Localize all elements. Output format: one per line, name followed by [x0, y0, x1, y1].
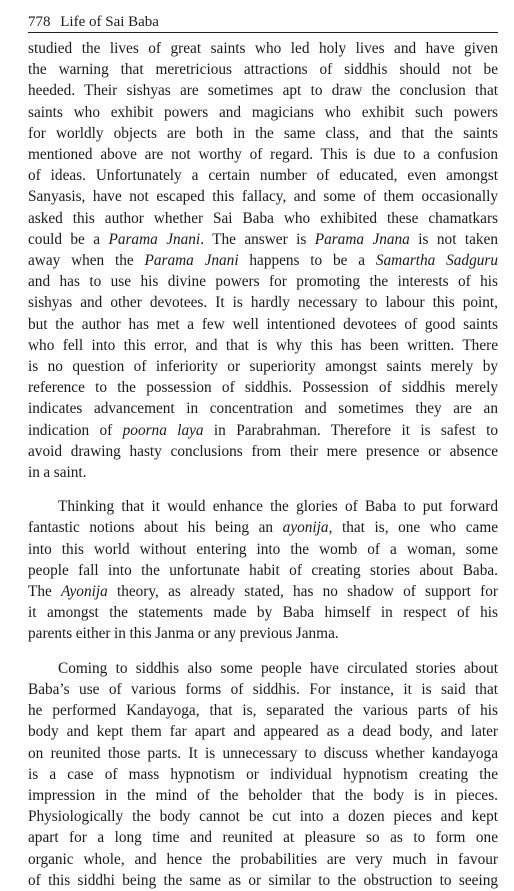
text-line	[28, 102, 498, 123]
document-page	[28, 12, 498, 891]
body-text	[28, 38, 498, 891]
text-line	[28, 292, 498, 313]
text-line	[28, 420, 498, 441]
text-line	[28, 441, 498, 462]
page-number: 778	[28, 14, 51, 30]
text-line	[28, 743, 498, 764]
text-run: for worldly objects are both in the same class, and that the saints	[28, 124, 498, 142]
text-line	[28, 849, 498, 870]
text-run: is no question of inferiority or superiority amongst saints merely by	[28, 358, 498, 376]
text-run: body and kept them far apart and appeared as a dead body, and later	[28, 723, 498, 741]
text-line	[28, 721, 498, 742]
text-run: could be a	[28, 230, 109, 248]
text-run: Thinking that it would enhance the glories of Baba to put forward	[58, 498, 498, 516]
text-run: heeded. Their sishyas are sometimes apt to draw the conclusion that	[28, 82, 498, 100]
text-line	[28, 658, 498, 679]
text-run: on reunited those parts. It is unnecessary to discuss whether kandayoga	[28, 744, 498, 762]
text-line	[28, 123, 498, 144]
text-line	[28, 679, 498, 700]
text-run: and has to use his divine powers for promoting the interests of his	[28, 273, 498, 291]
text-line	[28, 144, 498, 165]
italic-term: Parama Jnani	[108, 230, 201, 248]
text-run: is a case of mass hypnotism or individual hypnotism creating the	[28, 765, 498, 783]
text-run: avoid drawing hasty conclusions from their mere presence or absence	[28, 442, 498, 460]
text-run: indicates advancement in concentration and sometimes they are an	[28, 400, 498, 418]
text-line	[28, 186, 498, 207]
text-run: in a saint.	[28, 464, 87, 482]
text-line	[28, 539, 498, 560]
book-title: Life of Sai Baba	[60, 14, 159, 30]
text-line	[28, 377, 498, 398]
text-line	[28, 356, 498, 377]
paragraph	[28, 658, 498, 891]
text-run: in Parabrahman. Therefore it is safest to	[203, 421, 498, 439]
text-line	[28, 623, 498, 644]
text-run: parents either in this Janma or any previous Janma.	[28, 625, 339, 643]
text-run: into this world without entering into the womb of a woman, some	[28, 540, 498, 558]
text-line	[28, 870, 498, 891]
text-line	[28, 165, 498, 186]
text-run: it amongst the statements made by Baba himself in respect of his	[28, 604, 498, 622]
text-line	[28, 80, 498, 101]
text-run: who fell into this error, and that is why this has been written. There	[28, 336, 498, 354]
italic-term: poorna laya	[122, 421, 204, 439]
text-line	[28, 314, 498, 335]
text-run: , that is, one who came	[328, 519, 498, 537]
italic-term: Samartha Sadguru	[375, 252, 498, 270]
text-run: the warning that meretricious attractions of siddhis should not be	[28, 61, 498, 79]
text-run: fantastic notions about his being an	[28, 519, 283, 537]
paragraph	[28, 496, 498, 644]
text-run: he performed Kandayoga, that is, separated the various parts of his	[28, 702, 498, 720]
text-run: . The answer is	[200, 230, 315, 248]
text-line	[28, 59, 498, 80]
text-run: of this siddhi being the same as or similar to the obstruction to seeing	[28, 871, 498, 889]
paragraph-gap	[28, 483, 498, 496]
text-run: is not taken	[409, 230, 498, 248]
text-run: Physiologically the body cannot be cut into a dozen pieces and kept	[28, 808, 498, 826]
italic-term: Ayonija	[61, 583, 108, 601]
text-line	[28, 602, 498, 623]
text-run: apart for a long time and reunited at pleasure so as to form one	[28, 829, 498, 847]
text-run: Coming to siddhis also some people have circulated stories about	[58, 659, 498, 677]
text-run: happens to be a	[238, 252, 376, 270]
text-line	[28, 208, 498, 229]
text-line	[28, 335, 498, 356]
text-run: reference to the possession of siddhis. Possession of siddhis merely	[28, 379, 498, 397]
text-run: Sanyasis, have not escaped this fallacy, and some of them occasionally	[28, 188, 498, 206]
text-line	[28, 764, 498, 785]
text-line	[28, 398, 498, 419]
text-run: of ideas. Unfortunately a certain number of educated, even amongst	[28, 167, 498, 185]
text-line	[28, 560, 498, 581]
text-run: The	[28, 583, 61, 601]
paragraph-gap	[28, 645, 498, 658]
text-run: sishyas and other devotees. It is hardly necessary to labour this point,	[28, 294, 498, 312]
text-run: organic whole, and hence the probabilities are very much in favour	[28, 850, 498, 868]
text-line	[28, 806, 498, 827]
italic-term: ayonija	[282, 519, 329, 537]
text-run: saints who exhibit powers and magicians who exhibit such powers	[28, 103, 498, 121]
text-line	[28, 462, 498, 483]
text-line	[28, 38, 498, 59]
text-line	[28, 581, 498, 602]
text-line	[28, 229, 498, 250]
text-run: theory, as already stated, has no shadow of support for	[107, 583, 498, 601]
text-run: impression in the mind of the beholder that the body is in pieces.	[28, 786, 498, 804]
text-line	[28, 785, 498, 806]
text-run: asked this author whether Sai Baba who exhibited these chamatkars	[28, 209, 498, 227]
text-run: people fall into the unfortunate habit of creating stories about Baba.	[28, 561, 498, 579]
text-line	[28, 496, 498, 517]
text-line	[28, 517, 498, 538]
paragraph	[28, 38, 498, 483]
running-head	[28, 12, 498, 33]
text-run: mentioned above are not worthy of regard. This is due to a confusion	[28, 146, 498, 164]
text-run: indication of	[28, 421, 123, 439]
text-line	[28, 700, 498, 721]
text-line	[28, 250, 498, 271]
italic-term: Parama Jnana	[314, 230, 410, 248]
italic-term: Parama Jnani	[144, 252, 239, 270]
text-run: but the author has met a few well intentioned devotees of good saints	[28, 315, 498, 333]
text-line	[28, 271, 498, 292]
text-line	[28, 827, 498, 848]
text-run: away when the	[28, 252, 145, 270]
text-run: Baba’s use of various forms of siddhis. For instance, it is said that	[28, 680, 498, 698]
text-run: studied the lives of great saints who led holy lives and have given	[28, 40, 498, 57]
